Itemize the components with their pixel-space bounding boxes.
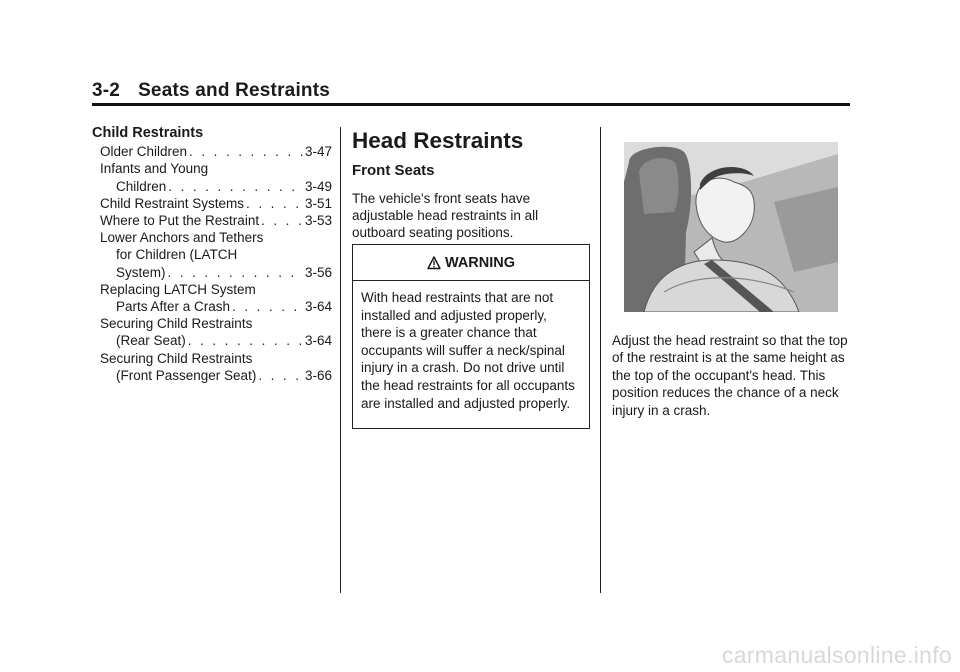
toc-page-ref: 3-56: [304, 264, 332, 280]
toc-item: [92, 315, 332, 349]
toc-item: [92, 212, 332, 229]
toc-leader-dots: [261, 212, 303, 229]
toc-line: [100, 367, 332, 384]
toc-item: [92, 143, 332, 160]
toc-page-ref: 3-47: [304, 144, 332, 160]
toc-entry-text: Securing Child Restraints: [100, 350, 253, 366]
warning-label: WARNING: [444, 254, 516, 271]
toc-line: [100, 143, 332, 160]
toc-column: [92, 125, 332, 384]
head-restraint-illustration: [624, 142, 838, 312]
toc-entry-text: Replacing LATCH System: [100, 281, 256, 297]
toc-line: [100, 315, 332, 332]
toc-leader-dots: [258, 367, 303, 384]
toc-entry-text: Child Restraint Systems: [100, 195, 245, 211]
warning-text: With head restraints that are not installed and adjusted properly, there is a greater chance that occupants will suffer a neck/spinal injury in a crash. Do not drive until the head restraints for all occupants are installed and adjusted properly.: [361, 290, 575, 411]
intro-paragraph: The vehicle's front seats have adjustable head restraints in all outboard seating positions.: [352, 191, 539, 241]
toc-entry-text: System): [116, 264, 166, 280]
toc-entry-text: Lower Anchors and Tethers: [100, 230, 264, 246]
page-header: [92, 80, 330, 102]
header-rule: [92, 103, 850, 106]
toc-entry-text: Where to Put the Restraint: [100, 213, 260, 229]
toc-line: [100, 229, 332, 246]
toc-leader-dots: [232, 298, 303, 315]
toc-line: [100, 350, 332, 367]
toc-page-ref: 3-53: [304, 213, 332, 229]
toc-entry-text: Children: [116, 178, 167, 194]
toc-entry-text: Securing Child Restraints: [100, 316, 253, 332]
watermark: carmanualsonline.info: [721, 642, 952, 668]
toc-line: [100, 212, 332, 229]
toc-item: [92, 229, 332, 281]
toc-item: [92, 281, 332, 315]
toc-page-ref: 3-64: [304, 333, 332, 349]
toc-entry-text: Parts After a Crash: [116, 299, 231, 315]
toc-page-ref: 3-66: [304, 367, 332, 383]
main-column: [352, 128, 592, 242]
toc-item: [92, 195, 332, 212]
toc-page-ref: 3-51: [304, 195, 332, 211]
toc-list: [92, 143, 332, 384]
toc-item: [92, 160, 332, 194]
section-heading: Head Restraints: [352, 128, 524, 153]
toc-line: [100, 264, 332, 281]
toc-line: [100, 178, 332, 195]
toc-leader-dots: [189, 143, 303, 160]
toc-leader-dots: [246, 195, 303, 212]
toc-entry-text: for Children (LATCH: [116, 247, 238, 263]
chapter-title: Seats and Restraints: [138, 80, 331, 101]
toc-title: Child Restraints: [92, 125, 204, 141]
toc-entry-text: Older Children: [100, 144, 188, 160]
toc-page-ref: 3-64: [304, 299, 332, 315]
toc-page-ref: 3-49: [304, 178, 332, 194]
toc-line: [100, 160, 332, 177]
caption-paragraph: Adjust the head restraint so that the top of the restraint is at the same height as the top of the occupant's head. This position reduces the chance of a neck injury in a crash.: [612, 333, 848, 418]
toc-line: [100, 195, 332, 212]
column-divider-2: [600, 127, 601, 593]
toc-entry-text: Infants and Young: [100, 161, 209, 177]
toc-line: [100, 281, 332, 298]
toc-entry-text: (Rear Seat): [116, 333, 186, 349]
toc-entry-text: (Front Passenger Seat): [116, 367, 257, 383]
warning-header: [353, 245, 589, 281]
column-divider-1: [340, 127, 341, 593]
toc-leader-dots: [188, 332, 303, 349]
toc-line: [100, 246, 332, 263]
warning-icon: [427, 256, 441, 270]
toc-line: [100, 332, 332, 349]
subsection-heading: Front Seats: [352, 162, 435, 179]
toc-leader-dots: [168, 264, 303, 281]
toc-leader-dots: [168, 178, 303, 195]
toc-line: [100, 298, 332, 315]
toc-item: [92, 350, 332, 384]
page-number: 3-2: [92, 80, 121, 101]
warning-box: [352, 244, 590, 429]
